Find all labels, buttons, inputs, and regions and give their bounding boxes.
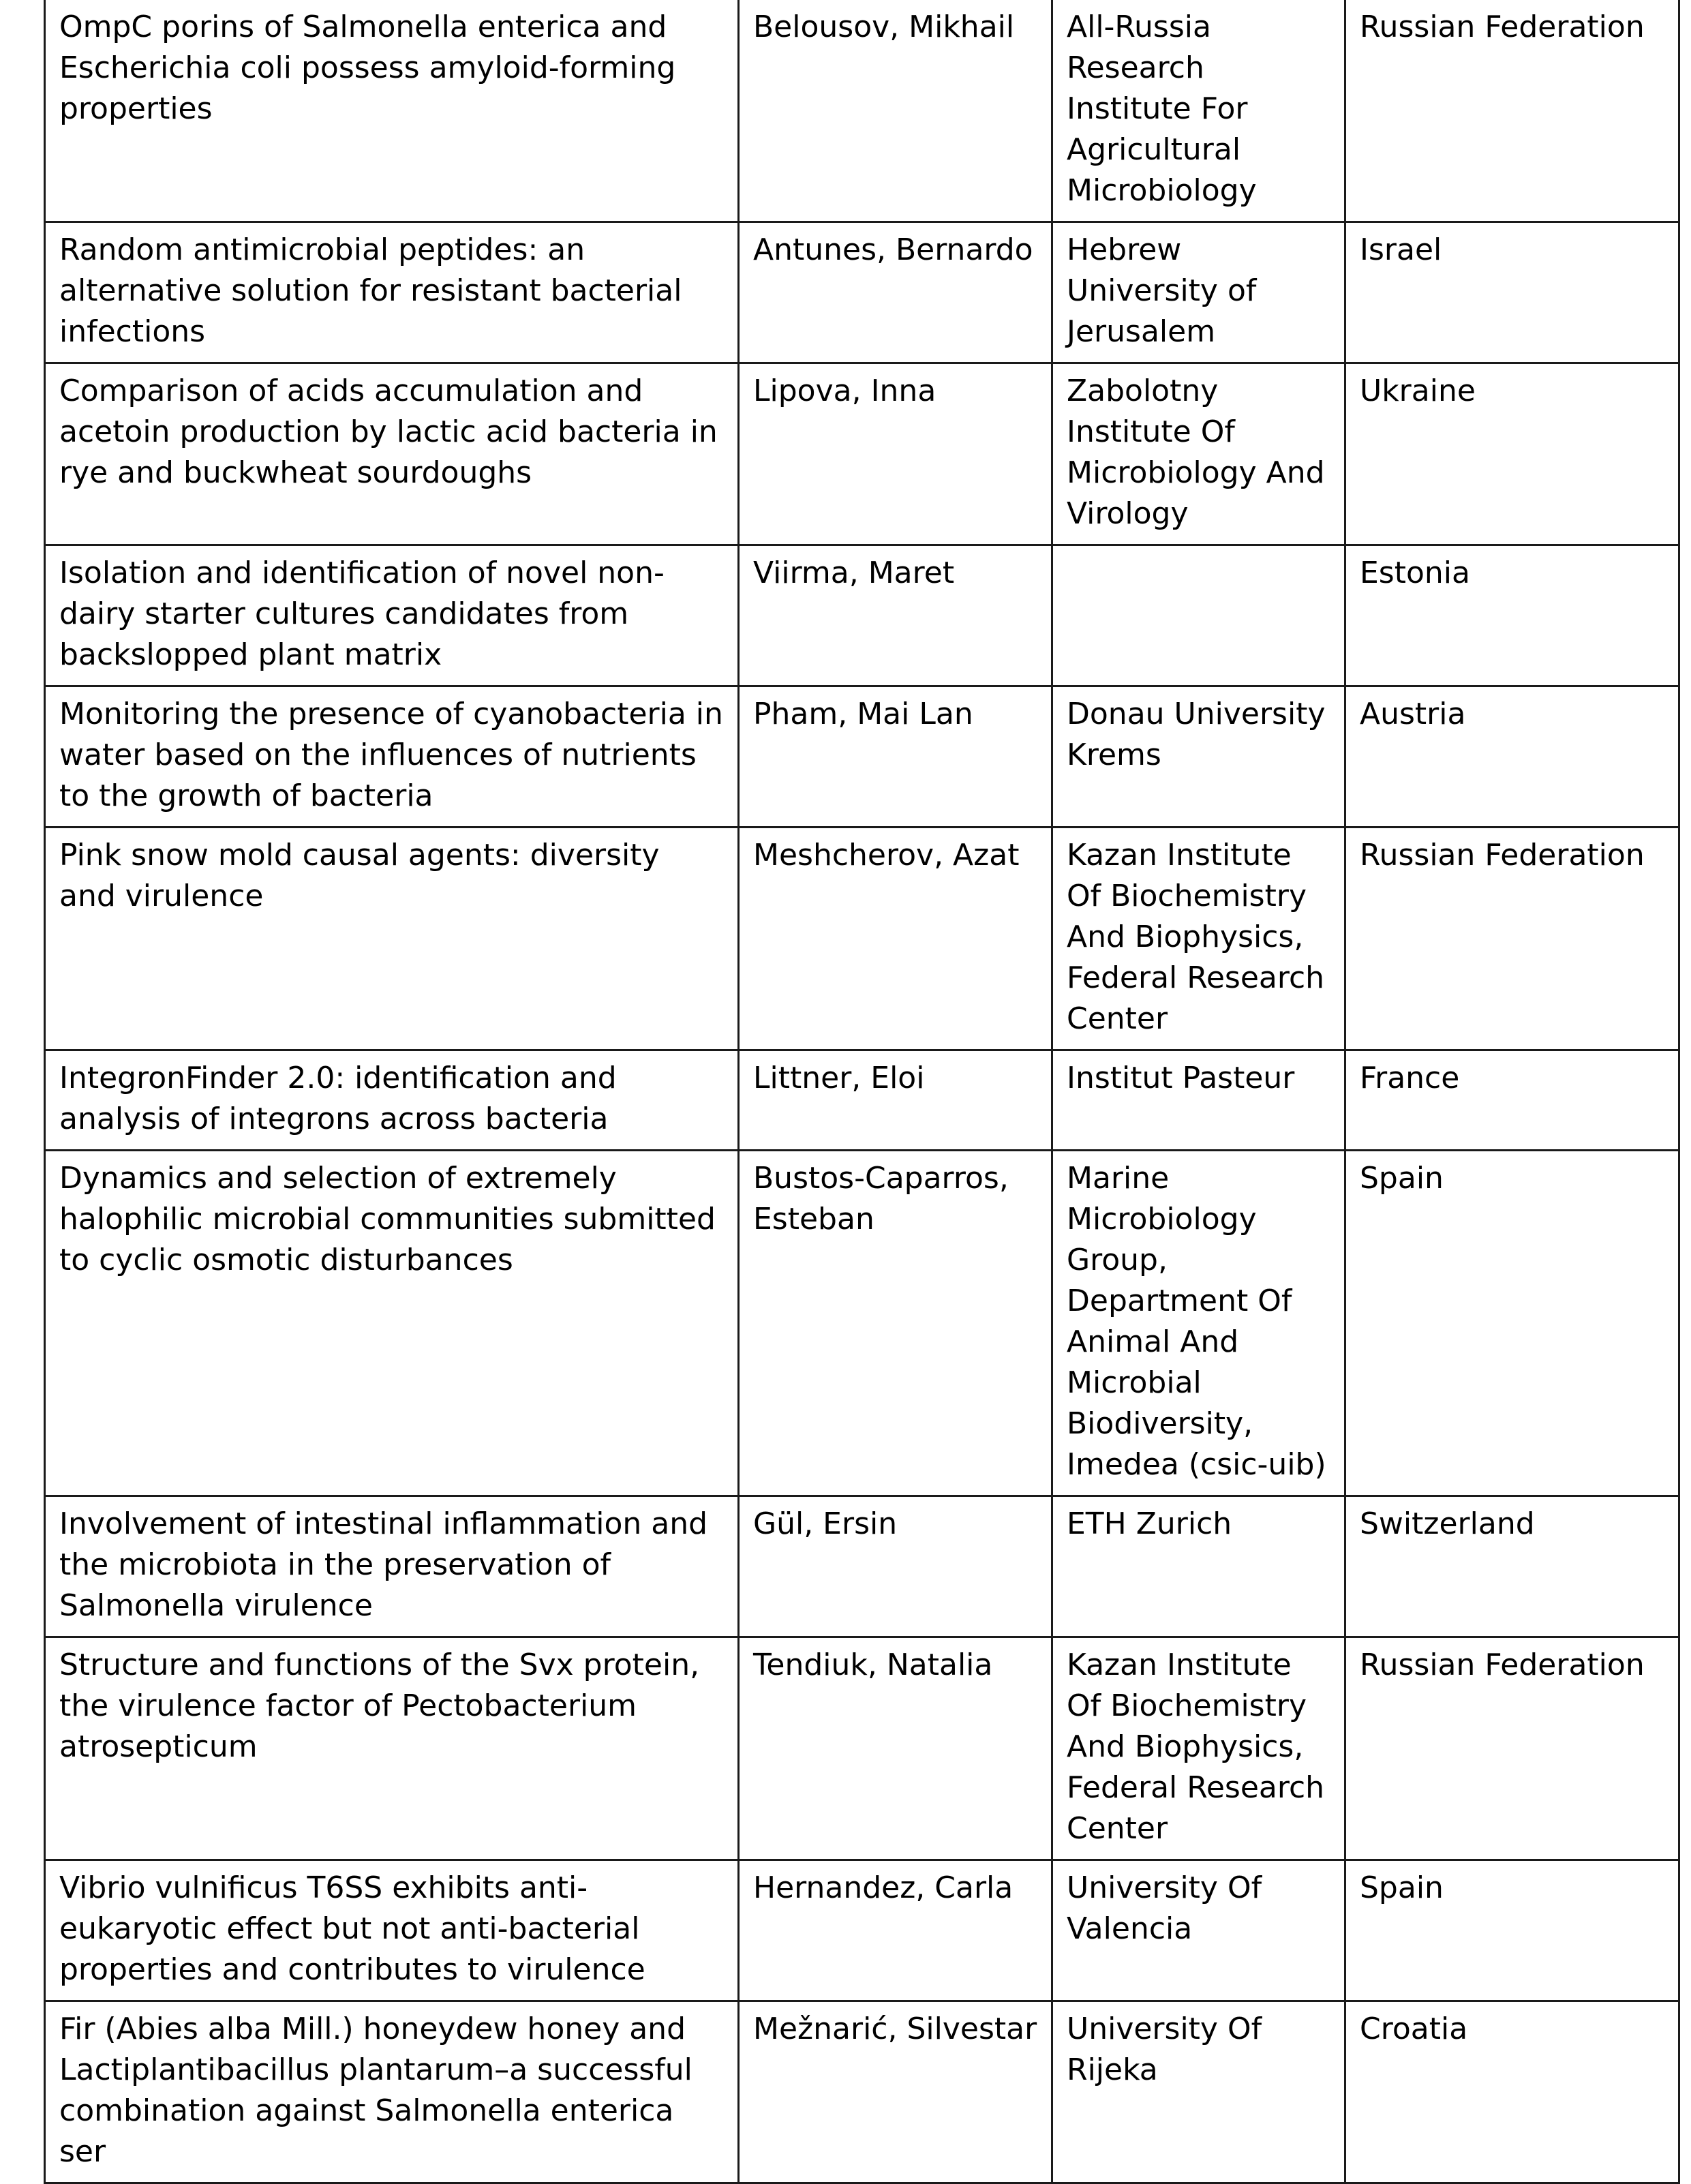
author-cell: Belousov, Mikhail [739,0,1052,222]
table-row [45,1860,1679,2001]
country-cell: Switzerland [1345,1496,1679,1637]
table-row [45,828,1679,1050]
abstracts-table-container [44,0,1678,2184]
institution-cell: Hebrew University of Jerusalem [1052,222,1345,363]
title-cell: Isolation and identification of novel non-dairy starter cultures candidates from backslopped plant matrix [45,545,739,686]
institution-cell: University Of Rijeka [1052,2001,1345,2183]
table-row [45,686,1679,828]
table-row [45,1050,1679,1151]
title-cell: Pink snow mold causal agents: diversity and virulence [45,828,739,1050]
author-cell: Bustos-Caparros, Esteban [739,1151,1052,1496]
country-cell: Russian Federation [1345,0,1679,222]
table-row [45,0,1679,222]
author-cell: Littner, Eloi [739,1050,1052,1151]
country-cell: Russian Federation [1345,1637,1679,1860]
country-cell: Austria [1345,686,1679,828]
abstracts-table [44,0,1680,2184]
institution-cell: All-Russia Research Institute For Agricultural Microbiology [1052,0,1345,222]
table-row [45,1637,1679,1860]
institution-cell: Institut Pasteur [1052,1050,1345,1151]
table-row [45,1151,1679,1496]
title-cell: Fir (Abies alba Mill.) honeydew honey and Lactiplantibacillus plantarum–a successful combination against Salmonella enterica ser [45,2001,739,2183]
country-cell: Ukraine [1345,363,1679,545]
title-cell: Random antimicrobial peptides: an alternative solution for resistant bacterial infections [45,222,739,363]
institution-cell [1052,545,1345,686]
title-cell: OmpC porins of Salmonella enterica and Escherichia coli possess amyloid-forming properties [45,0,739,222]
country-cell: Estonia [1345,545,1679,686]
institution-cell: Kazan Institute Of Biochemistry And Biophysics, Federal Research Center [1052,1637,1345,1860]
author-cell: Tendiuk, Natalia [739,1637,1052,1860]
author-cell: Lipova, Inna [739,363,1052,545]
institution-cell: Zabolotny Institute Of Microbiology And Virology [1052,363,1345,545]
title-cell: Vibrio vulnificus T6SS exhibits anti-eukaryotic effect but not anti-bacterial properties and contributes to virulence [45,1860,739,2001]
country-cell: Spain [1345,1151,1679,1496]
author-cell: Antunes, Bernardo [739,222,1052,363]
country-cell: Croatia [1345,2001,1679,2183]
country-cell: Israel [1345,222,1679,363]
institution-cell: Kazan Institute Of Biochemistry And Biophysics, Federal Research Center [1052,828,1345,1050]
author-cell: Meshcherov, Azat [739,828,1052,1050]
table-row [45,2001,1679,2183]
table-row [45,545,1679,686]
table-row [45,1496,1679,1637]
country-cell: France [1345,1050,1679,1151]
title-cell: Monitoring the presence of cyanobacteria in water based on the influences of nutrients to the growth of bacteria [45,686,739,828]
institution-cell: ETH Zurich [1052,1496,1345,1637]
table-row [45,222,1679,363]
title-cell: Involvement of intestinal inflammation and the microbiota in the preservation of Salmonella virulence [45,1496,739,1637]
author-cell: Hernandez, Carla [739,1860,1052,2001]
country-cell: Russian Federation [1345,828,1679,1050]
table-row [45,363,1679,545]
title-cell: Comparison of acids accumulation and acetoin production by lactic acid bacteria in rye and buckwheat sourdoughs [45,363,739,545]
author-cell: Gül, Ersin [739,1496,1052,1637]
title-cell: IntegronFinder 2.0: identification and analysis of integrons across bacteria [45,1050,739,1151]
institution-cell: Marine Microbiology Group, Department Of Animal And Microbial Biodiversity, Imedea (csic-uib) [1052,1151,1345,1496]
title-cell: Dynamics and selection of extremely halophilic microbial communities submitted to cyclic osmotic disturbances [45,1151,739,1496]
author-cell: Viirma, Maret [739,545,1052,686]
country-cell: Spain [1345,1860,1679,2001]
author-cell: Pham, Mai Lan [739,686,1052,828]
author-cell: Mežnarić, Silvestar [739,2001,1052,2183]
institution-cell: University Of Valencia [1052,1860,1345,2001]
institution-cell: Donau University Krems [1052,686,1345,828]
title-cell: Structure and functions of the Svx protein, the virulence factor of Pectobacterium atrosepticum [45,1637,739,1860]
